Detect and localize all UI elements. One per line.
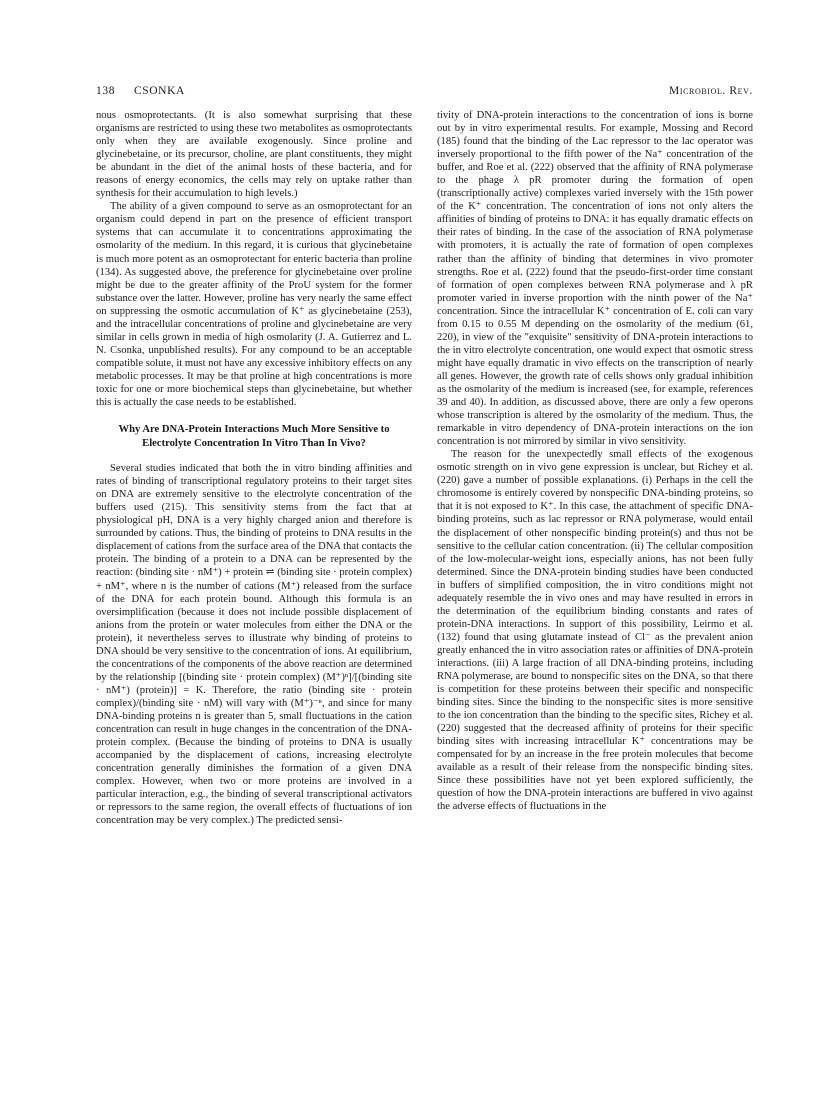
running-head-journal: Microbiol. Rev. xyxy=(669,85,753,97)
section-heading: Why Are DNA-Protein Interactions Much More Sensitive to Electrolyte Concentration In Vitro Than In Vivo? xyxy=(118,424,390,449)
paragraph-osmoprotectant-transport: The ability of a given compound to serve as an osmoprotectant for an organism could depend in part on the presence of efficient transport systems that can accumulate it to concentrations approximating the osmolarity of the medium. In this regard, it is curious that glycinebetaine is much more potent as an osmoprotectant for enteric bacteria than proline (134). As suggested above, the preference for glycinebetaine over proline might be due to the greater affinity of the ProU system for the former substance over the latter. However, proline has very nearly the same effect on suppressing the osmotic accumulation of K⁺ as glycinebetaine (253), and the intracellular concentrations of proline and glycinebetaine are very similar in cells grown in media of high osmolarity (J. A. Gutierrez and L. N. Csonka, unpublished results). For any compound to be an acceptable compatible solute, it must not have any excessive inhibitory effects on any metabolic processes. It may be that proline at high concentrations is more toxic for one or more biochemical steps than glycinebetaine, but whether this is actually the case needs to be established. xyxy=(96,201,412,409)
paragraph-possible-explanations: The reason for the unexpectedly small effects of the exogenous osmotic strength on in vivo gene expression is unclear, but Richey et al. (220) gave a number of possible explanations. (i) Perhaps in the cell the chromosome is entirely covered by nonspecific DNA-binding proteins, so that it is not exposed to K⁺. In this case, the attachment of specific DNA-binding proteins, such as lac repressor or RNA polymerase, would entail the displacement of other nonspecific binding protein(s) and thus not be sensitive to the cellular cation concentration. (ii) The cellular composition of the low-molecular-weight ions, especially anions, has not been fully determined. Since the DNA-protein binding studies have been conducted in buffers of simplified composition, the in vitro conditions might not adequately resemble the in vivo ones and may have resulted in errors in the determination of the equilibrium binding constants and rates of protein-DNA interactions. In support of this possibility, Leirmo et al. (132) found that using glutamate instead of Cl⁻ as the prevalent anion greatly enhanced the in vitro association rates or affinities of DNA-protein interactions. (iii) A large fraction of all DNA-binding proteins, including RNA polymerase, are bound to nonspecific sites on the DNA, so that there is competition for these proteins between their specific and nonspecific binding sites. Since the binding to the nonspecific sites is more sensitive to the ion concentration than the binding to the specific sites, Richey et al. (220) suggested that the decreased affinity of proteins for their specific binding sites with increasing intracellular K⁺ concentrations may be compensated for by an increase in the free protein molecules that become available as a result of their release from the nonspecific binding sites. Since these possibilities have not yet been explored sufficiently, the question of how the DNA-protein interactions are buffered in vivo against the adverse effects of fluctuations in the xyxy=(437,449,753,813)
running-head-author: CSONKA xyxy=(134,85,185,97)
paragraph-continued: nous osmoprotectants. (It is also somewhat surprising that these organisms are restricted to using these two metabolites as osmoprotectants only when they are available exogenously. Since proline and glycinebetaine, or its precursor, choline, are plant constituents, they might be abundant in the diet of the animal hosts of these bacteria, and for reasons of energy economics, the cells may rely on uptake rather than synthesis for their accumulation to high levels.) xyxy=(96,110,412,200)
paragraph-in-vitro-sensitivity: tivity of DNA-protein interactions to the concentration of ions is borne out by in vitro experimental results. For example, Mossing and Record (185) found that the binding of the Lac repressor to the lac operator was inversely proportional to the fifth power of the Na⁺ concentration of the buffer, and Roe et al. (222) observed that the affinity of RNA polymerase to the phage λ pR promoter during the formation of open (transcriptionally active) complexes varied inversely with the 15th power of the K⁺ concentration. The concentration of ions not only alters the affinities of binding of proteins to DNA: it has equally dramatic effects on their rates of binding. In the case of the association of RNA polymerase with promoters, it is actually the rate of formation of open complexes rather than the affinity of binding that determines in vivo promoter strengths. Roe et al. (222) found that the pseudo-first-order time constant of formation of open complexes between RNA polymerase and λ pR promoter varied in inverse proportion with the ninth power of the Na⁺ concentration. Since the intracellular K⁺ concentration of E. coli can vary from 0.15 to 0.55 M depending on the osmolarity of the medium (61, 220), in view of the "exquisite" sensitivity of DNA-protein interactions to the in vitro electrolyte concentration, one would expect that osmotic stress might have equally dramatic in vivo effects on the transcription of nearly all genes. However, the growth rate of cells shows only gradual inhibition as the osmolarity of the medium is increased (see, for example, references 39 and 40). In addition, as discussed above, there are only a few operons whose transcription is altered by the osmolarity of the medium. Thus, the remarkable in vitro dependency of DNA-protein interactions on the ion concentration is not mirrored by similar in vivo sensitivity. xyxy=(437,110,753,448)
paragraph-dna-protein-binding: Several studies indicated that both the in vitro binding affinities and rates of binding of transcriptional regulatory proteins to their target sites on DNA are extremely sensitive to the electrolyte concentration of the buffers used (215). This sensitivity stems from the fact that at physiological pH, DNA is a very highly charged anion and therefore is surrounded by cations. Thus, the binding of proteins to DNA results in the displacement of cations from the surface area of the DNA that contacts the protein. The binding of a protein to a DNA can be represented by the reaction: (binding site · nM⁺) + protein ⇌ (binding site · protein complex) + nM⁺, where n is the number of cations (M⁺) released from the surface of the DNA for each protein bound. Although this formula is an oversimplification (because it does not include possible displacement of anions from the protein or water molecules from either the DNA or the protein), it nevertheless serves to illustrate why binding of proteins to DNA should be very sensitive to the concentration of ions. At equilibrium, the concentrations of the components of the above reaction are determined by the relationship [(binding site · protein complex) (M⁺)ⁿ]/[(binding site · nM⁺) (protein)] = K. Therefore, the ratio (binding site · protein complex)/(binding site · nM) will vary with (M⁺)⁻ⁿ, and since for many DNA-binding proteins n is greater than 5, small fluctuations in the cation concentration can result in huge changes in the concentration of the DNA-protein complex. (Because the binding of proteins to DNA is usually accompanied by the displacement of cations, increasing electrolyte concentration generally diminishes the formation of a given DNA complex. However, when two or more proteins are involved in a particular interaction, e.g., the binding of several transcriptional activators or repressors to the same region, the overall effects of fluctuations of ion concentration may be very complex.) The predicted sensi- xyxy=(96,463,412,827)
right-column xyxy=(437,109,753,814)
page-number: 138 xyxy=(96,85,116,97)
running-head xyxy=(96,85,753,103)
left-column xyxy=(96,109,412,827)
